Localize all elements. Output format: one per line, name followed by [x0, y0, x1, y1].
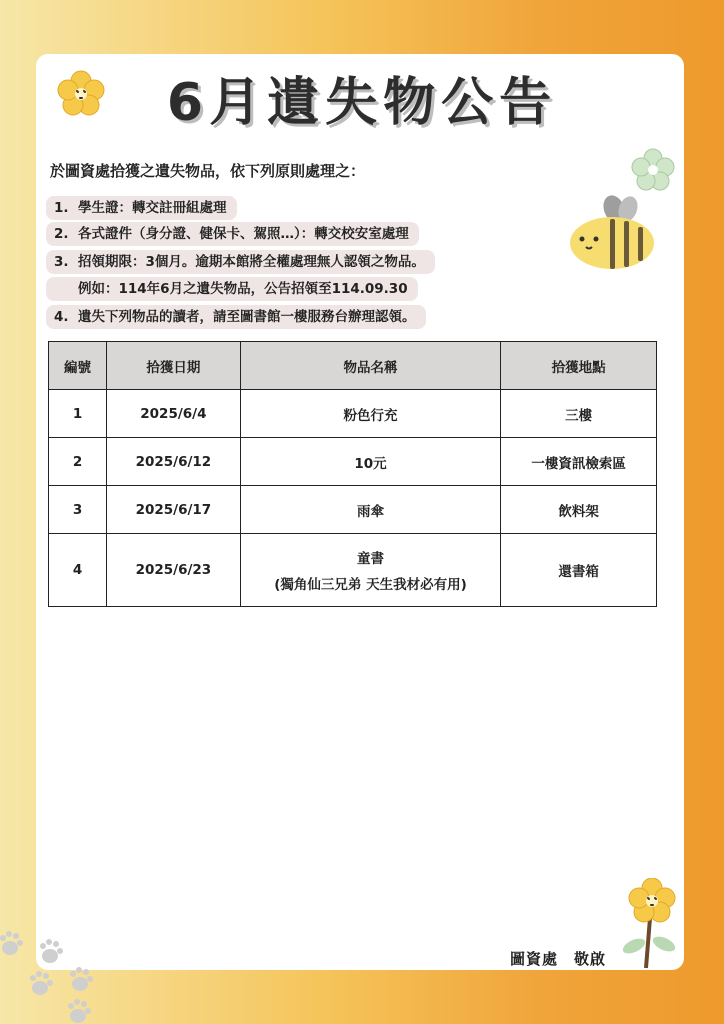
rule-text: 例如：114年6月之遺失物品，公告招領至114.09.30 [78, 281, 408, 297]
cell-id: 2 [49, 438, 107, 486]
item-note: (獨角仙三兄弟 天生我材必有用) [274, 577, 467, 593]
header-place: 拾獲地點 [501, 342, 657, 390]
rule-text: 各式證件（身分證、健保卡、駕照…）：轉交校安室處理 [78, 226, 409, 242]
table-row [49, 438, 657, 486]
cell-item: 粉色行充 [240, 390, 500, 438]
cell-id: 4 [49, 534, 107, 607]
cell-item: 10元 [240, 438, 500, 486]
rule-text: 招領期限：3個月。逾期本館將全權處理無人認領之物品。 [78, 254, 425, 270]
table-row [49, 534, 657, 607]
leaf-flower-icon [630, 148, 676, 192]
cell-date: 2025/6/17 [107, 486, 241, 534]
cell-item [240, 534, 500, 607]
table-header-row [49, 342, 657, 390]
header-id: 編號 [49, 342, 107, 390]
cell-date: 2025/6/12 [107, 438, 241, 486]
rule-item [46, 250, 435, 274]
rule-number: 2. [54, 226, 69, 242]
item-name: 童書 [356, 551, 384, 567]
rule-item [46, 196, 237, 220]
rule-item [46, 305, 426, 329]
intro-text: 於圖資處拾獲之遺失物品，依下列原則處理之： [50, 162, 366, 180]
signature: 圖資處 敬啟 [510, 950, 607, 968]
flower-stem-icon [620, 878, 682, 970]
rule-number: 3. [54, 254, 69, 270]
table-row [49, 390, 657, 438]
rule-number: 4. [54, 309, 69, 325]
cell-place: 還書箱 [501, 534, 657, 607]
rule-text: 遺失下列物品的讀者，請至圖書館一樓服務台辦理認領。 [78, 309, 416, 325]
cell-date: 2025/6/23 [107, 534, 241, 607]
bee-icon [566, 195, 658, 273]
cell-place: 一樓資訊檢索區 [501, 438, 657, 486]
cell-id: 3 [49, 486, 107, 534]
cell-item: 雨傘 [240, 486, 500, 534]
rule-item [46, 277, 418, 301]
cell-place: 飲料架 [501, 486, 657, 534]
cell-date: 2025/6/4 [107, 390, 241, 438]
cell-id: 1 [49, 390, 107, 438]
lost-items-table [48, 341, 657, 607]
header-item: 物品名稱 [240, 342, 500, 390]
rule-text: 學生證：轉交註冊組處理 [78, 200, 227, 216]
cell-place: 三樓 [501, 390, 657, 438]
rule-number: 1. [54, 200, 69, 216]
page-title: 6月遺失物公告 [166, 73, 558, 133]
table-row [49, 486, 657, 534]
header-date: 拾獲日期 [107, 342, 241, 390]
rule-item [46, 222, 419, 246]
paw-prints-icon [0, 920, 110, 1024]
